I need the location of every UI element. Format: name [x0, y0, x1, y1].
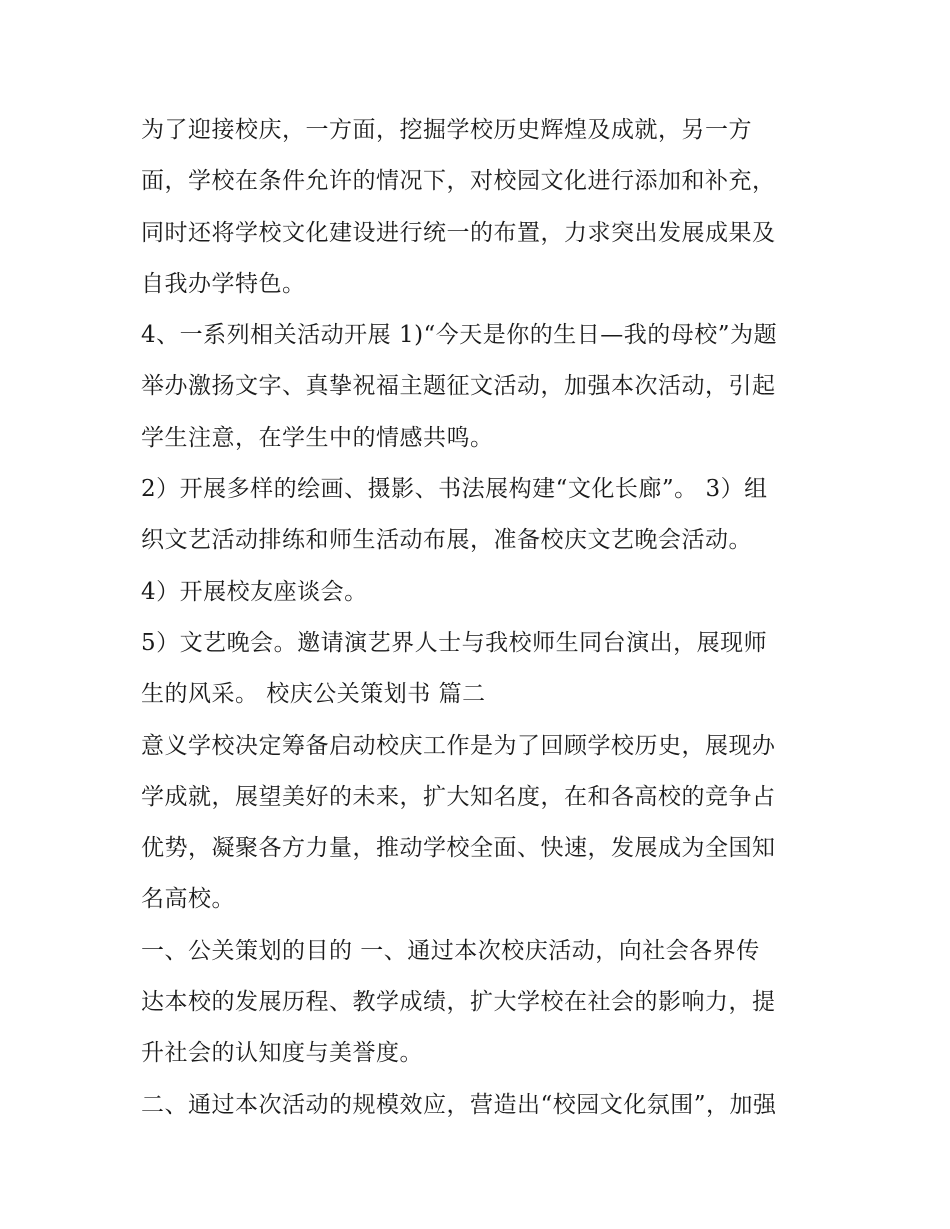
text-line: 4、一系列相关活动开展 1)“今天是你的生日—我的母校”为题	[141, 322, 778, 349]
text-line: 优势，凝聚各方力量，推动学校全面、快速，发展成为全国知	[141, 835, 776, 862]
text-line: 4）开展校友座谈会。	[141, 578, 368, 605]
text-line: 达本校的发展历程、教学成绩，扩大学校在社会的影响力，提	[141, 989, 776, 1016]
text-line: 5）文艺晚会。邀请演艺界人士与我校师生同台演出，展现师	[141, 629, 768, 656]
text-line: 面，学校在条件允许的情况下，对校园文化进行添加和补充，	[141, 168, 776, 195]
document-body	[141, 108, 821, 1134]
text-line: 一、公关策划的目的 一、通过本次校庆活动，向社会各界传	[141, 937, 760, 964]
text-line: 意义学校决定筹备启动校庆工作是为了回顾学校历史，展现办	[141, 732, 776, 759]
text-line: 2）开展多样的绘画、摄影、书法展构建“文化长廊”。 3）组	[141, 476, 768, 503]
text-line: 举办激扬文字、真挚祝福主题征文活动，加强本次活动，引起	[141, 373, 776, 400]
text-line: 名高校。	[141, 886, 235, 913]
text-line: 升社会的认知度与美誉度。	[141, 1040, 423, 1067]
text-line: 为了迎接校庆，一方面，挖掘学校历史辉煌及成就，另一方	[141, 117, 752, 143]
text-line: 织文艺活动排练和师生活动布展，准备校庆文艺晚会活动。	[141, 527, 752, 554]
text-line: 学成就，展望美好的未来，扩大知名度，在和各高校的竞争占	[141, 783, 776, 810]
text-line: 自我办学特色。	[141, 270, 306, 297]
text-line: 学生注意，在学生中的情感共鸣。	[141, 424, 494, 451]
text-line: 二、通过本次活动的规模效应，营造出“校园文化氛围”，加强	[141, 1091, 777, 1118]
text-line: 生的风采。 校庆公关策划书 篇二	[141, 681, 486, 708]
text-line: 同时还将学校文化建设进行统一的布置，力求突出发展成果及	[141, 219, 776, 246]
